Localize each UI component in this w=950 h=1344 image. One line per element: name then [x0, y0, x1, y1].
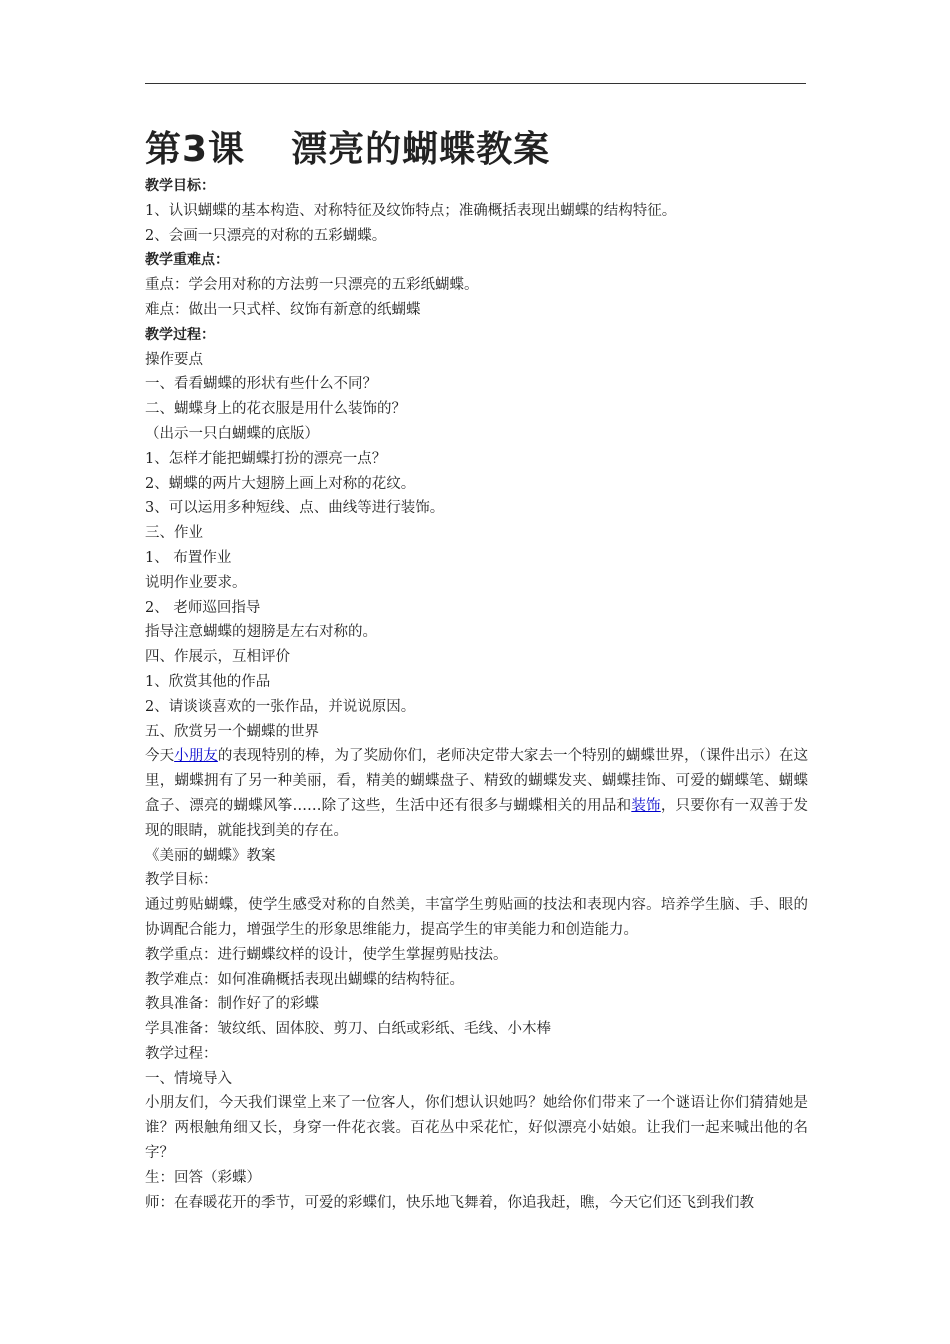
- body-line: 一、情境导入: [145, 1070, 232, 1087]
- body-line: 教学过程：: [145, 1045, 218, 1062]
- paragraph-butterfly-world: [145, 744, 808, 843]
- body-line: 2、会画一只漂亮的对称的五彩蝴蝶。: [145, 227, 387, 244]
- paragraph-text: 的表现特别的棒，为了奖励你们，老师决定带大家去一个特别的蝴蝶世界，（课件出示）在这里，蝴蝶拥有了另一种美丽，看，精美的蝴蝶盘子、精致的蝴蝶发夹、蝴蝶挂饰、可爱的蝴蝶笔、蝴蝶盒子、漂亮的蝴蝶风筝……除了这些，生活中还有很多与蝴蝶相关的用品和: [145, 748, 809, 814]
- body-line: 操作要点: [145, 351, 203, 368]
- body-line: 教学目标：: [145, 872, 218, 889]
- body-line: 3、可以运用多种短线、点、曲线等进行装饰。: [145, 500, 445, 517]
- body-line: 三、作业: [145, 525, 203, 542]
- body-line: 教学难点：如何准确概括表现出蝴蝶的结构特征。: [145, 971, 464, 988]
- body-line: 2、请谈谈喜欢的一张作品，并说说原因。: [145, 698, 416, 715]
- link-xiaopengyou[interactable]: 小朋友: [174, 748, 218, 765]
- body-line: 四、作展示，互相评价: [145, 649, 290, 666]
- heading-objectives: 教学目标：: [145, 178, 215, 194]
- body-line: 2、蝴蝶的两片大翅膀上画上对称的花纹。: [145, 475, 416, 492]
- link-zhuangshi[interactable]: 装饰: [631, 797, 661, 814]
- body-line: 2、 老师巡回指导: [145, 599, 261, 616]
- body-line: 1、怎样才能把蝴蝶打扮的漂亮一点？: [145, 450, 387, 467]
- body-line: 重点：学会用对称的方法剪一只漂亮的五彩纸蝴蝶。: [145, 277, 479, 294]
- title-topic: 漂亮的蝴蝶教案: [291, 129, 551, 170]
- header-rule: [145, 83, 806, 84]
- paragraph-teacher: 师：在春暖花开的季节，可爱的彩蝶们，快乐地飞舞着，你追我赶，瞧，今天它们还飞到我们教: [145, 1194, 754, 1211]
- paragraph-goals: 通过剪贴蝴蝶，使学生感受对称的自然美，丰富学生剪贴画的技法和表现内容。培养学生脑、手、眼的协调配合能力，增强学生的形象思维能力，提高学生的审美能力和创造能力。: [145, 897, 808, 938]
- document-body: [145, 174, 808, 1215]
- title-lesson-number: 第3课: [145, 129, 246, 170]
- body-line: 二、蝴蝶身上的花衣服是用什么装饰的？: [145, 401, 406, 418]
- body-line: 生：回答（彩蝶）: [145, 1169, 261, 1186]
- body-line: 教具准备：制作好了的彩蝶: [145, 996, 319, 1013]
- body-line: （出示一只白蝴蝶的底版）: [145, 425, 319, 442]
- body-line: 1、欣赏其他的作品: [145, 673, 271, 690]
- body-line: 指导注意蝴蝶的翅膀是左右对称的。: [145, 624, 377, 641]
- paragraph-text: 今天: [145, 748, 175, 765]
- heading-process: 教学过程：: [145, 326, 215, 343]
- paragraph-text: ，只要你有一双善于发现的眼睛，就能找到美的存在。: [145, 797, 809, 839]
- heading-key-points: 教学重难点：: [145, 252, 229, 269]
- body-line: 难点：做出一只式样、纹饰有新意的纸蝴蝶: [145, 301, 421, 318]
- page-title: [145, 124, 550, 176]
- section-title-beautiful-butterfly: 《美丽的蝴蝶》教案: [145, 847, 276, 864]
- body-line: 1、认识蝴蝶的基本构造、对称特征及纹饰特点；准确概括表现出蝴蝶的结构特征。: [145, 202, 677, 219]
- body-line: 学具准备：皱纹纸、固体胶、剪刀、白纸或彩纸、毛线、小木棒: [145, 1021, 551, 1038]
- body-line: 教学重点：进行蝴蝶纹样的设计，使学生掌握剪贴技法。: [145, 946, 508, 963]
- body-line: 1、 布置作业: [145, 549, 232, 566]
- body-line: 一、看看蝴蝶的形状有些什么不同？: [145, 376, 377, 393]
- paragraph-intro: 小朋友们，今天我们课堂上来了一位客人，你们想认识她吗？她给你们带来了一个谜语让你们猜猜她是谁？两根触角细又长，身穿一件花衣裳。百花丛中采花忙，好似漂亮小姑娘。让我们一起来喊出他的名字？: [145, 1095, 808, 1162]
- body-line: 说明作业要求。: [145, 574, 247, 591]
- body-line: 五、欣赏另一个蝴蝶的世界: [145, 723, 319, 740]
